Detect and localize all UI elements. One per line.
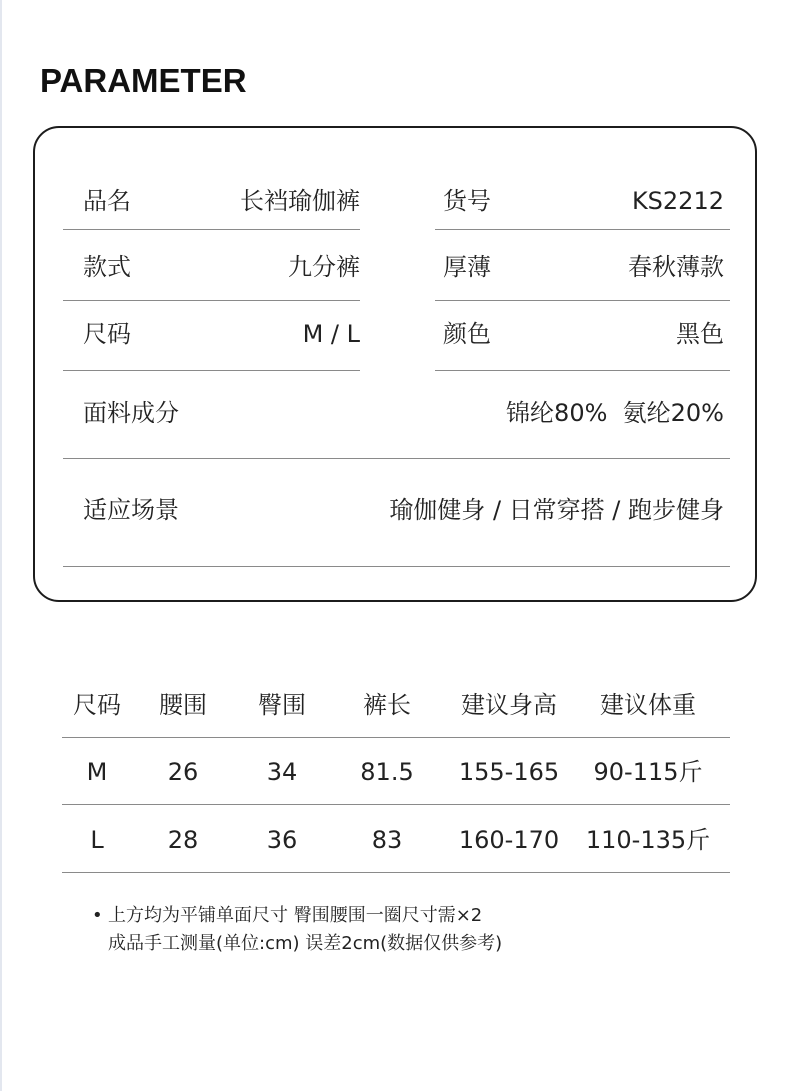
param-label-name: 品名 xyxy=(83,187,131,215)
param-value-thickness: 春秋薄款 xyxy=(628,253,724,281)
measurement-note xyxy=(108,902,502,958)
table-cell: 81.5 xyxy=(360,758,414,786)
divider xyxy=(435,229,730,230)
param-label-thickness: 厚薄 xyxy=(443,253,491,281)
table-divider xyxy=(62,737,730,738)
table-cell: 36 xyxy=(266,826,298,854)
note-bullet: • xyxy=(92,905,103,926)
table-cell: M xyxy=(86,758,108,786)
param-value-fabric: 锦纶80% 氨纶20% xyxy=(506,399,724,427)
page-title: PARAMETER xyxy=(40,62,247,99)
param-label-color: 颜色 xyxy=(443,320,491,348)
param-value-name: 长裆瑜伽裤 xyxy=(240,187,360,215)
param-value-color: 黑色 xyxy=(676,320,724,348)
note-line-2: 成品手工测量(单位:cm) 误差2cm(数据仅供参考) xyxy=(108,933,503,954)
table-cell: 160-170 xyxy=(458,826,560,854)
divider xyxy=(63,458,730,459)
table-header: 建议身高 xyxy=(461,691,557,719)
param-label-style: 款式 xyxy=(83,253,131,281)
divider xyxy=(435,300,730,301)
table-header: 建议体重 xyxy=(600,691,696,719)
param-value-scene: 瑜伽健身 / 日常穿搭 / 跑步健身 xyxy=(389,496,724,524)
divider xyxy=(63,300,360,301)
param-value-sku: KS2212 xyxy=(631,187,724,215)
param-value-style: 九分裤 xyxy=(288,253,360,281)
divider xyxy=(63,229,360,230)
table-cell: 34 xyxy=(266,758,298,786)
table-cell: 90-115斤 xyxy=(593,758,703,786)
table-cell: L xyxy=(90,826,104,854)
param-value-size: M / L xyxy=(302,320,360,348)
param-label-size: 尺码 xyxy=(83,320,131,348)
note-line-1: 上方均为平铺单面尺寸 臀围腰围一圈尺寸需×2 xyxy=(108,905,483,926)
table-cell: 28 xyxy=(167,826,199,854)
table-divider xyxy=(62,804,730,805)
table-header: 裤长 xyxy=(363,691,411,719)
table-cell: 26 xyxy=(167,758,199,786)
table-cell: 83 xyxy=(371,826,403,854)
table-header: 臀围 xyxy=(258,691,306,719)
page-edge xyxy=(0,0,2,1091)
divider xyxy=(63,566,730,567)
table-cell: 155-165 xyxy=(458,758,560,786)
table-header: 尺码 xyxy=(73,691,121,719)
param-label-sku: 货号 xyxy=(443,187,491,215)
param-label-fabric: 面料成分 xyxy=(83,399,179,427)
divider xyxy=(435,370,730,371)
table-cell: 110-135斤 xyxy=(585,826,711,854)
param-label-scene: 适应场景 xyxy=(83,496,179,524)
table-divider xyxy=(62,872,730,873)
table-header: 腰围 xyxy=(159,691,207,719)
divider xyxy=(63,370,360,371)
